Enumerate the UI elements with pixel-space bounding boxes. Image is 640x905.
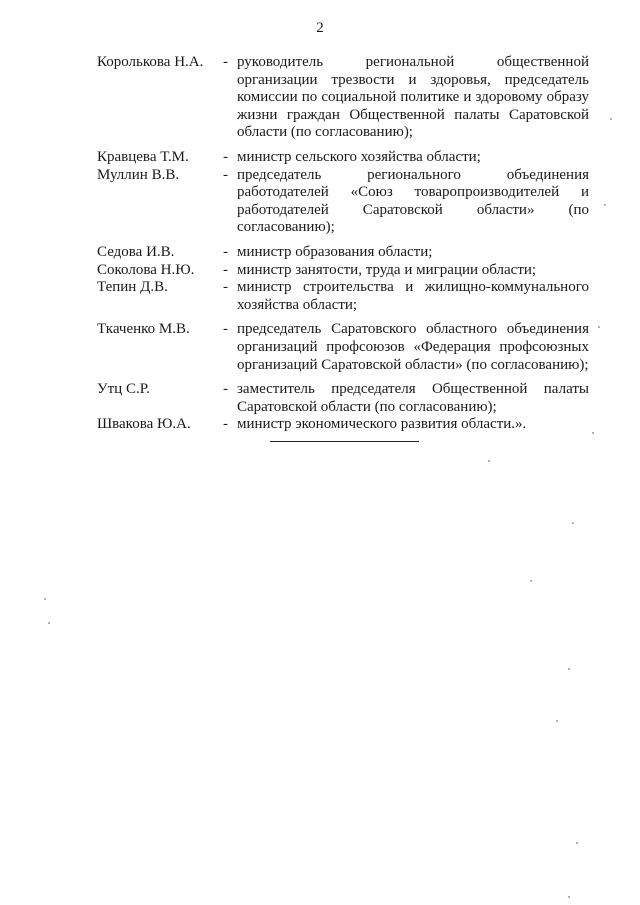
page-number: 2: [316, 20, 324, 36]
end-separator-line: [270, 441, 419, 442]
dash-separator: -: [223, 166, 228, 183]
scan-speck: [530, 580, 532, 582]
member-name: Королькова Н.А.: [97, 54, 204, 70]
dash-separator: -: [223, 321, 228, 338]
dash-separator: -: [223, 148, 228, 165]
dash-separator: -: [223, 416, 228, 433]
list-item: [97, 279, 589, 314]
dash-separator: -: [223, 54, 228, 70]
scan-speck: [48, 622, 50, 624]
scan-speck: [576, 842, 578, 844]
scan-speck: [556, 720, 558, 722]
member-name: Седова И.В.: [97, 243, 175, 260]
member-role: руководитель региональной общественной организации трезвости и здоровья, председатель комиссии по социальной политике и здоровому образу жизни граждан Общественной палаты Саратовской области (по согласованию);: [237, 54, 589, 141]
scan-speck: [488, 460, 490, 462]
member-name: Соколова Н.Ю.: [97, 261, 195, 278]
member-name: Швакова Ю.А.: [97, 416, 191, 433]
scan-speck: [44, 598, 46, 600]
list-item: [97, 321, 589, 374]
member-name: Утц С.Р.: [97, 381, 150, 398]
member-name: Тепин Д.В.: [97, 279, 168, 296]
member-role: председатель регионального объединения работодателей «Союз товаропроизводителей и работодателей Саратовской области» (по согласованию);: [237, 166, 589, 236]
scan-speck: [572, 522, 574, 524]
member-role: министр строительства и жилищно-коммунального хозяйства области;: [237, 279, 589, 313]
member-name: Кравцева Т.М.: [97, 148, 189, 165]
list-item: [97, 54, 589, 142]
member-role: председатель Саратовского областного объединения организаций профсоюзов «Федерация профсоюзных организаций Саратовской области» (по согласованию);: [237, 321, 589, 373]
scan-speck: [568, 668, 570, 670]
scan-speck: [610, 118, 612, 120]
list-item: [97, 262, 589, 280]
member-name: Ткаченко М.В.: [97, 321, 190, 338]
scan-speck: [604, 204, 606, 206]
list-item: [97, 167, 589, 237]
member-role: министр занятости, труда и миграции области;: [237, 261, 537, 278]
scan-speck: [598, 326, 600, 328]
dash-separator: -: [223, 279, 228, 296]
member-name: Муллин В.В.: [97, 166, 180, 183]
list-item: [97, 149, 589, 167]
dash-separator: -: [223, 261, 228, 278]
list-item: [97, 244, 589, 262]
scan-speck: [592, 432, 594, 434]
list-item: [97, 381, 589, 416]
scan-speck: [568, 896, 570, 898]
member-role: министр образования области;: [237, 243, 433, 260]
list-item: [97, 416, 589, 434]
member-role: министр экономического развития области.».: [237, 416, 527, 433]
dash-separator: -: [223, 381, 228, 398]
member-role: министр сельского хозяйства области;: [237, 148, 481, 165]
member-role: заместитель председателя Общественной палаты Саратовской области (по согласованию);: [237, 381, 589, 415]
dash-separator: -: [223, 243, 228, 260]
member-list: [97, 54, 589, 434]
